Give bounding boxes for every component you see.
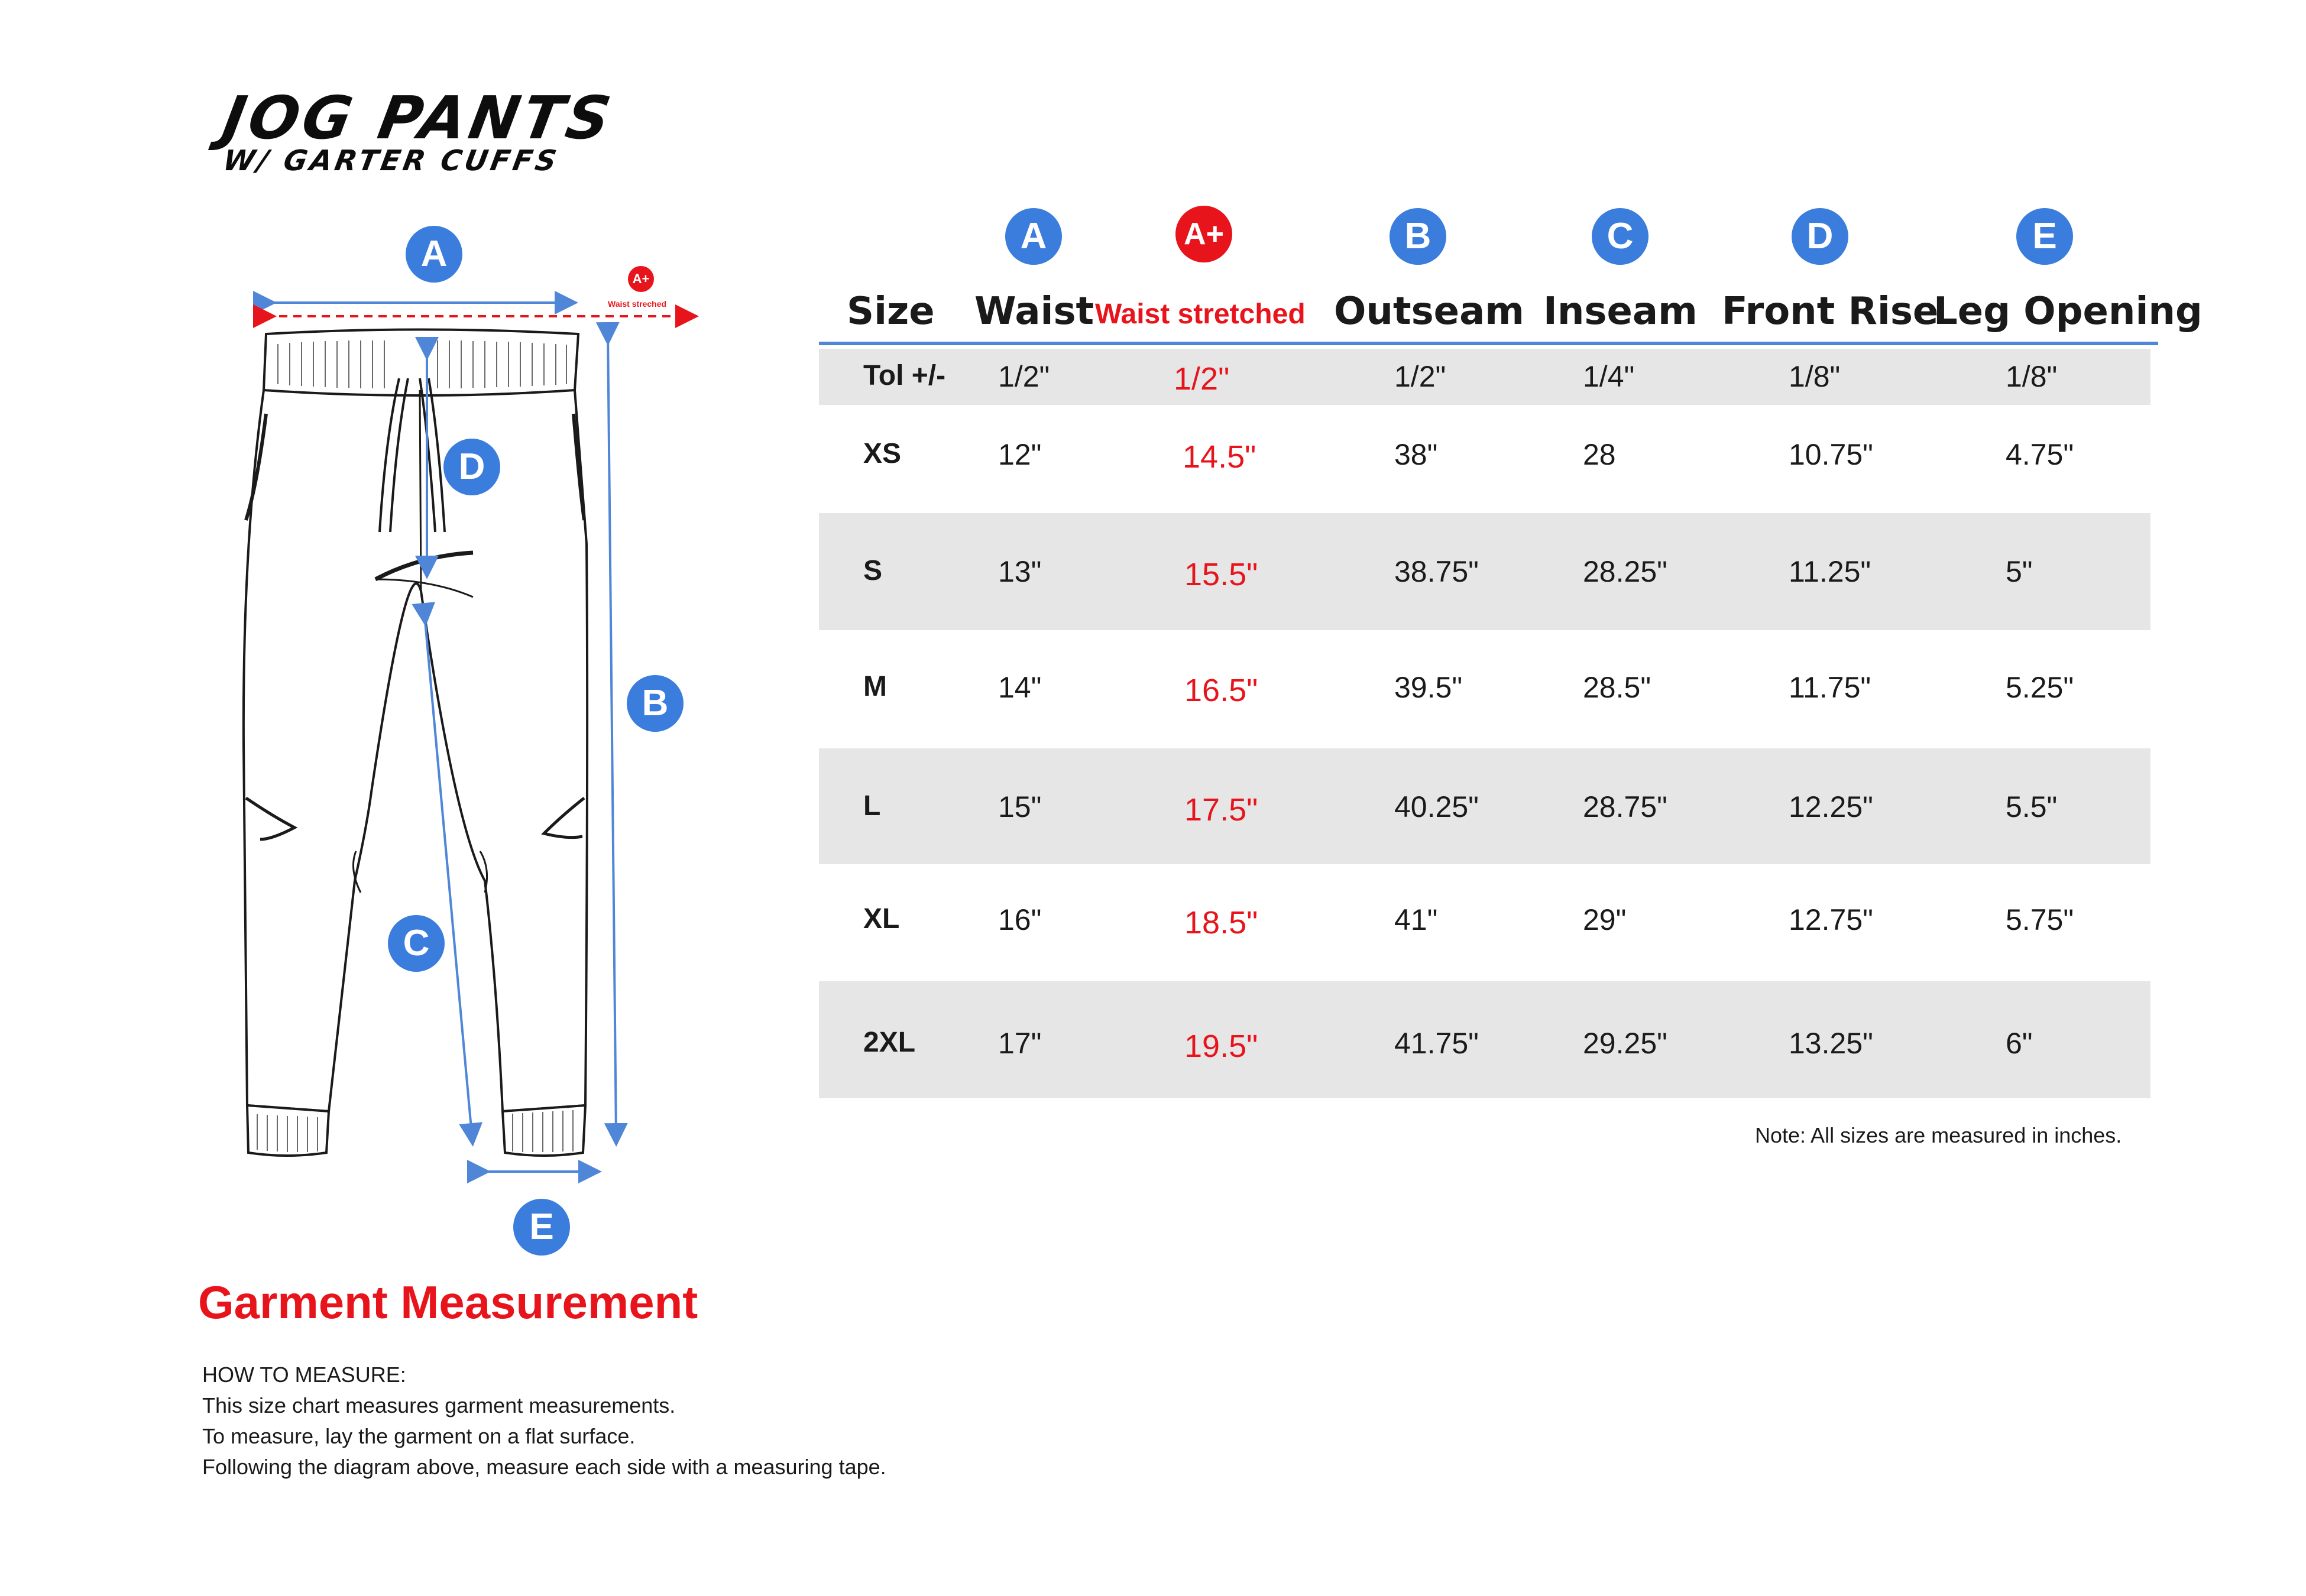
how-to-line-2: To measure, lay the garment on a flat surface. xyxy=(202,1424,636,1448)
drawstring-right xyxy=(429,378,445,532)
cell-outseam: 41.75" xyxy=(1394,1027,1479,1060)
cell-waist-stretched: 15.5" xyxy=(1184,557,1258,592)
header-divider xyxy=(819,342,2158,345)
knee-dart-right xyxy=(544,798,584,838)
cell-outseam: 41" xyxy=(1394,903,1438,936)
inseam-measure-line xyxy=(425,615,472,1135)
cell-inseam: 29.25" xyxy=(1583,1027,1667,1060)
product-subtitle: W/ GARTER CUFFS xyxy=(221,144,562,177)
cell-leg-opening: 5.25" xyxy=(2006,671,2074,704)
header-marker-d: D xyxy=(1792,208,1848,265)
table-row xyxy=(819,864,2150,981)
cell-waist-stretched: 19.5" xyxy=(1184,1029,1258,1064)
how-to-line-1: This size chart measures garment measurements. xyxy=(202,1393,676,1417)
cell-outseam: 39.5" xyxy=(1394,671,1463,704)
how-to-line-3: Following the diagram above, measure each side with a measuring tape. xyxy=(202,1455,886,1479)
marker-d: D xyxy=(443,439,500,495)
cell-front-rise: 1/8" xyxy=(1789,360,1841,393)
jog-pants-drawing xyxy=(225,213,745,1265)
header-waist: Waist xyxy=(974,290,1094,333)
cell-outseam: 1/2" xyxy=(1394,360,1446,393)
cell-outseam: 40.25" xyxy=(1394,790,1479,823)
cell-inseam: 28.25" xyxy=(1583,555,1667,588)
garment-diagram xyxy=(225,213,745,1265)
cell-leg-opening: 6" xyxy=(2006,1027,2033,1060)
cell-front-rise: 10.75" xyxy=(1789,438,1873,471)
cell-waist-stretched: 14.5" xyxy=(1183,439,1256,475)
cell-waist: 17" xyxy=(998,1027,1042,1060)
cell-waist-stretched: 1/2" xyxy=(1174,361,1230,397)
outseam-measure-line xyxy=(608,334,616,1135)
cell-size: XS xyxy=(863,438,902,469)
cell-front-rise: 12.75" xyxy=(1789,903,1873,936)
marker-a: A xyxy=(406,226,462,283)
how-to-heading: HOW TO MEASURE: xyxy=(202,1363,406,1387)
table-row xyxy=(819,349,2150,405)
table-row xyxy=(819,981,2150,1098)
cell-size: S xyxy=(863,555,883,586)
cell-inseam: 29" xyxy=(1583,903,1627,936)
cell-outseam: 38.75" xyxy=(1394,555,1479,588)
cell-size: L xyxy=(863,790,881,822)
how-to-measure xyxy=(202,1360,886,1483)
cell-size: 2XL xyxy=(863,1027,916,1058)
cell-inseam: 28 xyxy=(1583,438,1616,471)
cell-leg-opening: 1/8" xyxy=(2006,360,2058,393)
cell-size: XL xyxy=(863,903,900,935)
product-title: JOG PANTS xyxy=(217,83,619,153)
waist-stretched-note: Waist streched xyxy=(608,299,667,309)
marker-a-plus: A+ xyxy=(628,266,654,292)
marker-b: B xyxy=(627,675,684,732)
cell-waist-stretched: 18.5" xyxy=(1184,905,1258,940)
cell-inseam: 28.75" xyxy=(1583,790,1667,823)
header-leg-opening: Leg Opening xyxy=(1933,290,2203,333)
cell-leg-opening: 5" xyxy=(2006,555,2033,588)
cell-front-rise: 13.25" xyxy=(1789,1027,1873,1060)
cell-front-rise: 11.75" xyxy=(1789,671,1871,704)
table-row xyxy=(819,748,2150,864)
marker-e: E xyxy=(513,1199,570,1256)
cell-waist-stretched: 17.5" xyxy=(1184,792,1258,828)
cell-waist: 14" xyxy=(998,671,1042,704)
inches-note: Note: All sizes are measured in inches. xyxy=(1755,1123,2122,1147)
cell-waist-stretched: 16.5" xyxy=(1184,673,1258,708)
cell-waist: 16" xyxy=(998,903,1042,936)
marker-c: C xyxy=(388,915,445,972)
cell-outseam: 38" xyxy=(1394,438,1438,471)
header-marker-c: C xyxy=(1592,208,1648,265)
knee-dart-left xyxy=(246,798,294,839)
table-row xyxy=(819,630,2150,748)
cell-leg-opening: 5.75" xyxy=(2006,903,2074,936)
cell-inseam: 28.5" xyxy=(1583,671,1651,704)
cell-size: Tol +/- xyxy=(863,360,946,391)
cell-front-rise: 11.25" xyxy=(1789,555,1871,588)
cell-leg-opening: 5.5" xyxy=(2006,790,2058,823)
header-front-rise: Front Rise xyxy=(1722,290,1939,333)
header-waist-stretched: Waist stretched xyxy=(1095,299,1306,330)
table-row xyxy=(819,405,2150,513)
header-marker-b: B xyxy=(1390,208,1446,265)
cell-size: M xyxy=(863,671,887,702)
header-marker-e: E xyxy=(2016,208,2073,265)
pocket-left xyxy=(246,414,266,520)
header-marker-a-plus: A+ xyxy=(1175,206,1232,262)
header-marker-a: A xyxy=(1005,208,1062,265)
header-size: Size xyxy=(847,290,935,333)
cell-front-rise: 12.25" xyxy=(1789,790,1873,823)
cell-leg-opening: 4.75" xyxy=(2006,438,2074,471)
cell-waist: 1/2" xyxy=(998,360,1050,393)
cell-waist: 15" xyxy=(998,790,1042,823)
header-inseam: Inseam xyxy=(1543,290,1698,333)
cell-waist: 13" xyxy=(998,555,1042,588)
header-outseam: Outseam xyxy=(1334,290,1524,333)
garment-measurement-title: Garment Measurement xyxy=(198,1276,698,1328)
pants-outline xyxy=(244,390,587,1111)
cell-waist: 12" xyxy=(998,438,1042,471)
table-row xyxy=(819,513,2150,630)
cell-inseam: 1/4" xyxy=(1583,360,1635,393)
